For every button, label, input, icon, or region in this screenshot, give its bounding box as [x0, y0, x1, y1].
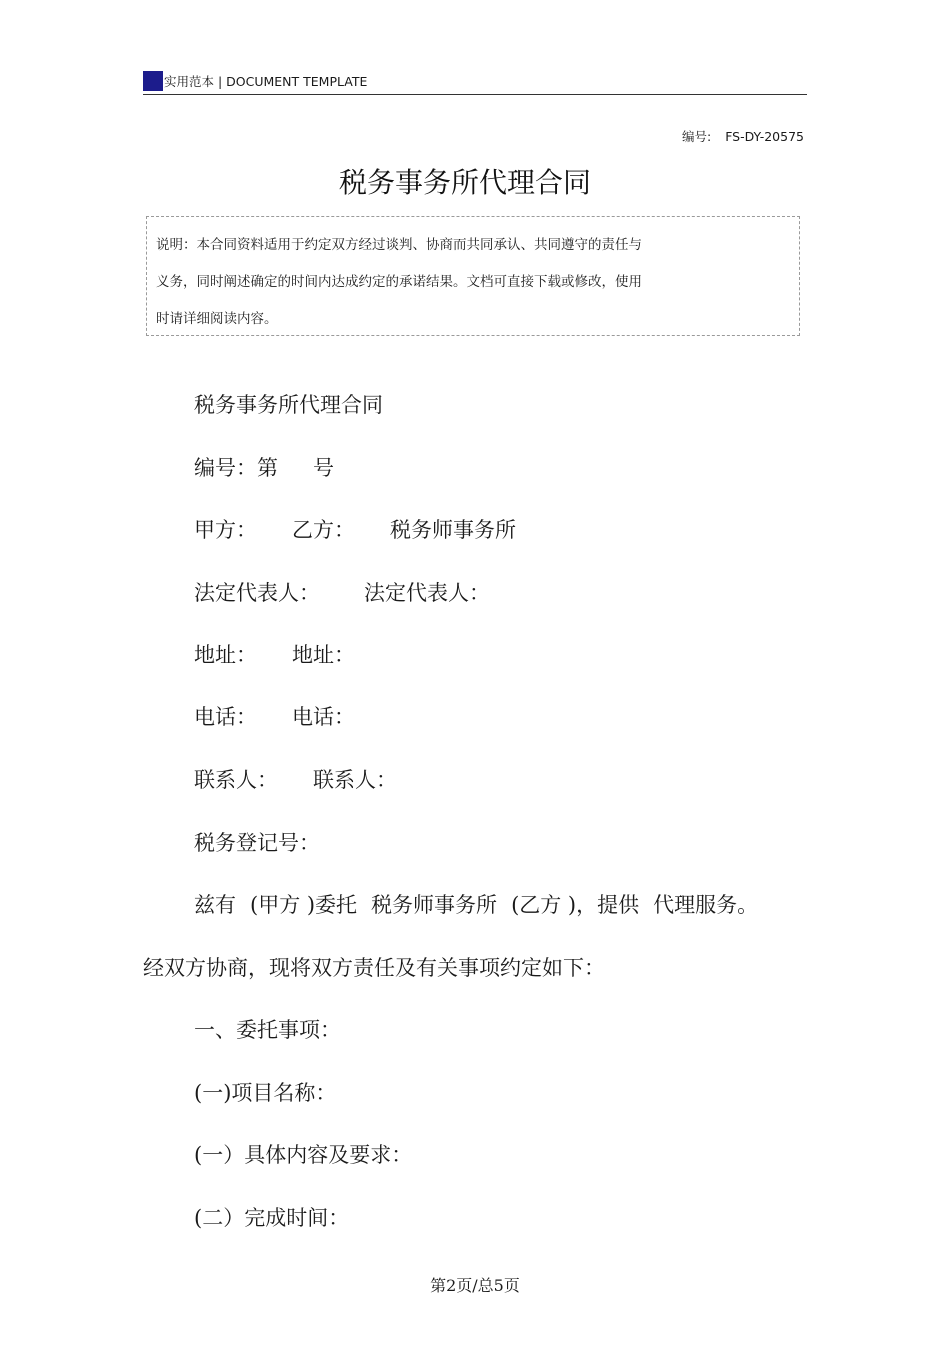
page-title: 税务事务所代理合同 [338, 166, 591, 199]
intro-paragraph-line-2: 经双方协商，现将双方责任及有关事项约定如下： [143, 956, 605, 980]
intro-text-4: (乙方 )，提供 [511, 893, 640, 917]
page-footer: 第2页/总5页 [430, 1276, 520, 1295]
representatives-line [194, 577, 490, 607]
description-box [146, 216, 800, 336]
intro-text-1: 兹有 [194, 893, 236, 917]
document-number [682, 127, 804, 145]
intro-paragraph-line-1 [194, 889, 758, 919]
phone-a-label: 电话： [194, 705, 257, 729]
intro-text-2: (甲方 )委托 [250, 893, 358, 917]
item-completion-time: (二）完成时间： [194, 1206, 350, 1230]
rep-a-label: 法定代表人： [194, 581, 320, 605]
header-logo-square [143, 71, 163, 91]
description-line: 义务，同时阐述确定的时间内达成约定的承诺结果。文档可直接下载或修改，使用 [156, 274, 642, 290]
document-number-value: FS-DY-20575 [725, 129, 804, 144]
address-line [194, 639, 355, 669]
phone-b-label: 电话： [292, 705, 355, 729]
contract-number-line [194, 452, 334, 482]
item-project-name: (一)项目名称： [194, 1081, 337, 1105]
contact-line [194, 764, 397, 794]
tax-registration-line: 税务登记号： [194, 831, 320, 855]
contact-b-label: 联系人： [313, 768, 397, 792]
contact-a-label: 联系人： [194, 768, 278, 792]
parties-line [194, 514, 516, 544]
item-content-requirements: (一）具体内容及要求： [194, 1143, 413, 1167]
intro-text-5: 代理服务。 [653, 893, 759, 917]
address-a-label: 地址： [194, 643, 257, 667]
contract-name: 税务事务所代理合同 [194, 393, 383, 417]
party-a-label: 甲方： [194, 518, 257, 542]
rep-b-label: 法定代表人： [364, 581, 490, 605]
phone-line [194, 701, 355, 731]
description-line: 说明：本合同资料适用于约定双方经过谈判、协商而共同承认、共同遵守的责任与 [156, 237, 642, 253]
description-line: 时请详细阅读内容。 [156, 311, 278, 327]
section-heading: 一、委托事项： [194, 1018, 341, 1042]
document-number-label: 编号: [681, 129, 712, 144]
address-b-label: 地址： [292, 643, 355, 667]
header-text: 实用范本 | DOCUMENT TEMPLATE [164, 74, 368, 89]
contract-number-suffix: 号 [313, 456, 334, 480]
intro-text-3: 税务师事务所 [371, 893, 498, 917]
page-header [143, 68, 807, 95]
contract-number-label: 编号：第 [194, 456, 278, 480]
party-b-label: 乙方： [292, 518, 355, 542]
party-b-name: 税务师事务所 [390, 518, 516, 542]
